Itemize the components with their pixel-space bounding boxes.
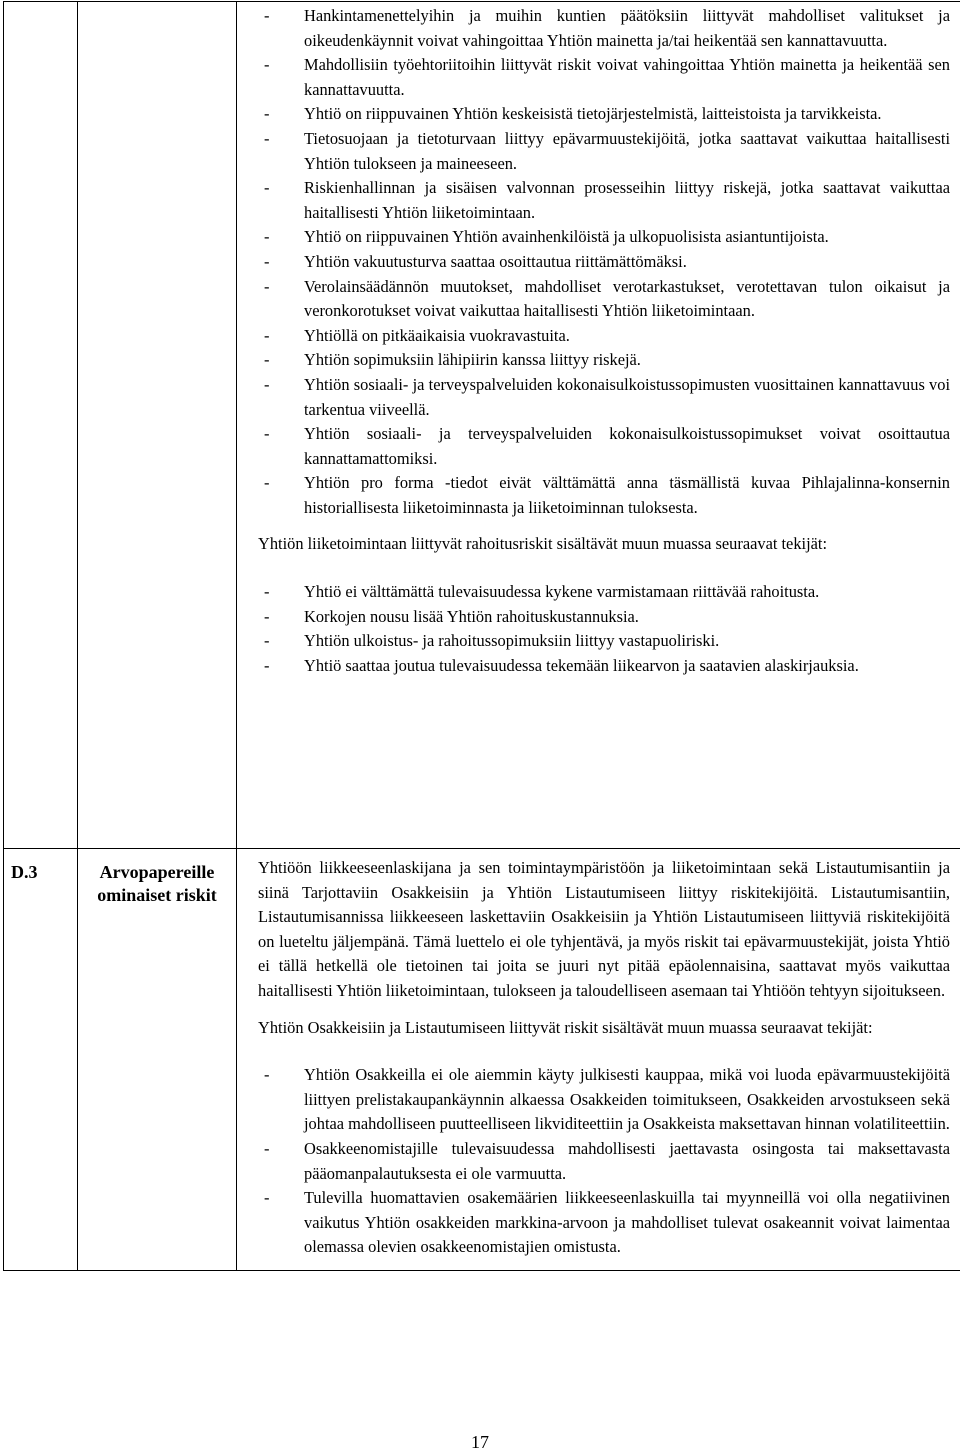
section-title: Arvopapereille ominaiset riskit	[97, 862, 217, 905]
table-row-securities-risks	[4, 849, 960, 1271]
row-id-cell	[4, 2, 78, 849]
list-item: - Verolainsäädännön muutokset, mahdolliset verotarkastukset, verotettavan tulon oikaisut ja veronkorotukset voivat vaikuttaa haitallisesti Yhtiön liiketoimintaan.	[304, 275, 950, 324]
list-item: - Tietosuojaan ja tietoturvaan liittyy epävarmuustekijöitä, jotka saattavat vaikuttaa haitallisesti Yhtiön tulokseen ja maineeseen.	[304, 127, 950, 176]
page-number: 17	[471, 1432, 489, 1452]
list-item: - Yhtiön pro forma -tiedot eivät välttämättä anna täsmällistä kuvaa Pihlajalinna-konsernin historiallisesta liiketoiminnasta ja liiketoiminnan tuloksesta.	[304, 471, 950, 520]
financial-risks-intro: Yhtiön liiketoimintaan liittyvät rahoitusriskit sisältävät muun muassa seuraavat tekijät:	[258, 534, 828, 554]
section-id: D.3	[11, 862, 38, 882]
list-item: - Yhtiö on riippuvainen Yhtiön avainhenkilöistä ja ulkopuolisista asiantuntijoista.	[304, 225, 950, 250]
list-item: - Yhtiön vakuutusturva saattaa osoittautua riittämättömäksi.	[304, 250, 950, 275]
share-risk-list	[258, 1063, 950, 1260]
list-item: - Yhtiön ulkoistus- ja rahoitussopimuksiin liittyy vastapuoliriski.	[304, 629, 950, 654]
row-title-cell	[78, 849, 237, 1271]
list-item: - Tulevilla huomattavien osakemäärien liikkeeseenlaskuilla tai myynneillä voi olla negatiivinen vaikutus Yhtiön osakkeiden markkina-arvoon ja mahdolliset tulevat osakeannit voivat laimentaa olemassa olevien osakkeenomistajien omistusta.	[304, 1186, 950, 1260]
list-item: - Riskienhallinnan ja sisäisen valvonnan prosesseihin liittyy riskejä, jotka saattavat vaikuttaa haitallisesti Yhtiön liiketoimintaan.	[304, 176, 950, 225]
list-item: - Yhtiön Osakkeilla ei ole aiemmin käyty julkisesti kauppaa, mikä voi luoda epävarmuustekijöitä liittyen prelistakaupankäynnin alkaessa Osakkeiden toimitukseen, Osakkeiden arvostukseen sekä johtaa mahdolliseen puutteelliseen likviditeettiin ja Osakkeista maksettavan hinnan volatiliteettiin.	[304, 1063, 950, 1137]
table-row-operational-risks	[4, 2, 960, 849]
operational-risk-list	[258, 4, 950, 520]
list-item: - Yhtiön sopimuksiin lähipiirin kanssa liittyy riskejä.	[304, 348, 950, 373]
list-item: - Yhtiön sosiaali- ja terveyspalveluiden kokonaisulkoistussopimusten vuosittainen kannattavuus voi tarkentua viiveellä.	[304, 373, 950, 422]
row-content-cell	[237, 2, 960, 849]
list-item: - Korkojen nousu lisää Yhtiön rahoituskustannuksia.	[304, 605, 950, 630]
list-item: - Mahdollisiin työehtoriitoihin liittyvät riskit voivat vahingoittaa Yhtiön mainetta ja heikentää sen kannattavuutta.	[304, 53, 950, 102]
list-item: - Hankintamenettelyihin ja muihin kuntien päätöksiin liittyvät mahdolliset valitukset ja oikeudenkäynnit voivat vahingoittaa Yhtiön mainetta ja/tai heikentää sen kannattavuutta.	[304, 4, 950, 53]
share-risks-intro: Yhtiön Osakkeisiin ja Listautumiseen liittyvät riskit sisältävät muun muassa seuraavat tekijät:	[258, 1017, 873, 1037]
list-item: - Yhtiöllä on pitkäaikaisia vuokravastuita.	[304, 324, 950, 349]
list-item: - Osakkeenomistajille tulevaisuudessa mahdollisesti jaettavasta osingosta tai maksettavasta pääomanpalautuksesta ei ole varmuutta.	[304, 1137, 950, 1186]
financial-risk-list	[258, 580, 950, 678]
list-item: - Yhtiö on riippuvainen Yhtiön keskeisistä tietojärjestelmistä, laitteistoista ja tarvikkeista.	[304, 102, 950, 127]
row-title-cell	[78, 2, 237, 849]
list-item: - Yhtiö ei välttämättä tulevaisuudessa kykene varmistamaan riittävää rahoitusta.	[304, 580, 950, 605]
row-content-cell	[237, 849, 960, 1271]
list-item: - Yhtiön sosiaali- ja terveyspalveluiden kokonaisulkoistussopimukset voivat osoittautua kannattamattomiksi.	[304, 422, 950, 471]
securities-risks-intro: Yhtiöön liikkeeseenlaskijana ja sen toimintaympäristöön ja liiketoimintaan sekä Listautumisantiin ja siinä Tarjottaviin Osakkeisiin ja Yhtiön Listautumiseen liittyy riskitekijöitä. Listautumisantiin, Listautumisannissa liikkeeseen laskettaviin Osakkeisiin ja Yhtiön Listautumiseen liittyviä riskitekijöitä on lueteltu jäljempänä. Tämä luettelo ei ole tyhjentävä, ja myös riskit tai epävarmuustekijät, joista Yhtiö ei tällä hetkellä ole tietoinen tai joita se juuri nyt pitää epäolennaisina, saattavat myös vaikuttaa haitallisesti Yhtiön liiketoimintaan, tulokseen ja taloudelliseen asemaan tai Yhtiöön tehtyyn sijoitukseen.	[258, 858, 950, 1000]
risk-summary-table	[3, 1, 960, 1271]
list-item: - Yhtiö saattaa joutua tulevaisuudessa tekemään liikearvon ja saatavien alaskirjauksia.	[304, 654, 950, 679]
row-id-cell	[4, 849, 78, 1271]
